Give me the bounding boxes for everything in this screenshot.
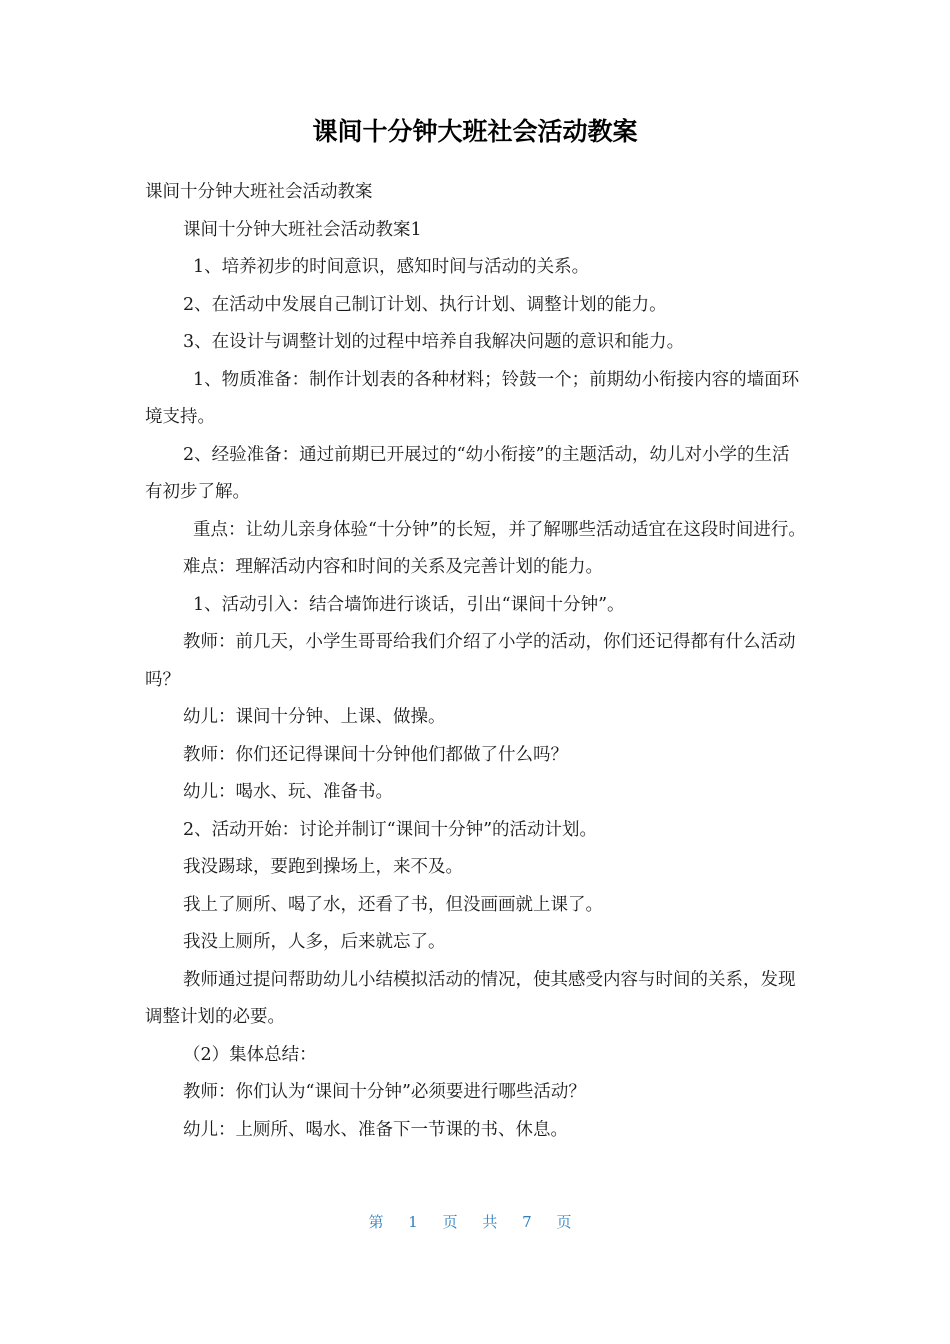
- paragraph: 幼儿：课间十分钟、上课、做操。: [183, 707, 446, 727]
- document-body: [145, 174, 807, 1149]
- paragraph: 3、在设计与调整计划的过程中培养自我解决问题的意识和能力。: [183, 332, 685, 352]
- paragraph: 2、活动开始：讨论并制订“课间十分钟”的活动计划。: [183, 819, 598, 840]
- paragraph: 幼儿：上厕所、喝水、准备下一节课的书、休息。: [183, 1119, 568, 1140]
- paragraph: 2、在活动中发展自己制订计划、执行计划、调整计划的能力。: [183, 294, 667, 315]
- paragraph: 教师：你们还记得课间十分钟他们都做了什么吗？: [183, 744, 568, 765]
- paragraph: 我上了厕所、喝了水，还看了书，但没画画就上课了。: [183, 894, 603, 915]
- paragraph: 2、经验准备：通过前期已开展过的“幼小衔接”的主题活动，幼儿对小学的生活有初步了解。: [145, 444, 790, 502]
- paragraph: 幼儿：喝水、玩、准备书。: [183, 782, 393, 802]
- paragraph: 1、物质准备：制作计划表的各种材料；铃鼓一个；前期幼小衔接内容的墙面环境支持。: [145, 369, 800, 427]
- paragraph: 1、活动引入：结合墙饰进行谈话，引出“课间十分钟”。: [193, 594, 625, 615]
- paragraph: 教师：前几天，小学生哥哥给我们介绍了小学的活动，你们还记得都有什么活动吗？: [145, 632, 796, 690]
- paragraph: 课间十分钟大班社会活动教案: [145, 182, 373, 202]
- paragraph: 难点：理解活动内容和时间的关系及完善计划的能力。: [183, 557, 603, 577]
- paragraph: （2）集体总结：: [183, 1044, 317, 1065]
- document-title: 课间十分钟大班社会活动教案: [312, 117, 638, 146]
- paragraph: 教师通过提问帮助幼儿小结模拟活动的情况，使其感受内容与时间的关系，发现调整计划的必要。: [145, 969, 796, 1027]
- page-footer: 第 1 页 共 7 页: [368, 1213, 582, 1231]
- paragraph: 1、培养初步的时间意识，感知时间与活动的关系。: [193, 257, 590, 277]
- paragraph: 我没踢球，要跑到操场上，来不及。: [183, 857, 463, 877]
- paragraph: 课间十分钟大班社会活动教案1: [183, 219, 422, 240]
- paragraph: 重点：让幼儿亲身体验“十分钟”的长短，并了解哪些活动适宜在这段时间进行。: [193, 519, 806, 540]
- paragraph: 教师：你们认为“课间十分钟”必须要进行哪些活动？: [183, 1082, 586, 1102]
- paragraph: 我没上厕所，人多，后来就忘了。: [183, 932, 446, 952]
